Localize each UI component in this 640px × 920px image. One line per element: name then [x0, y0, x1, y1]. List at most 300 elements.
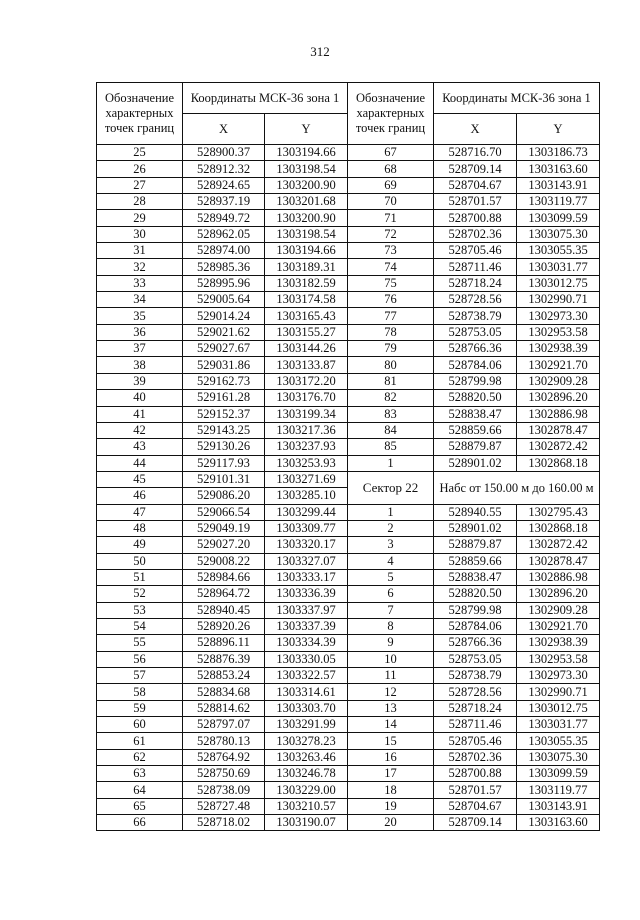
designation-header-left: Обозначение характерных точек границ [97, 83, 183, 145]
y-coordinate: 1303172.20 [265, 373, 348, 389]
y-header-left: Y [265, 114, 348, 145]
point-id: 39 [97, 373, 183, 389]
point-id: 1 [348, 455, 434, 471]
x-coordinate: 528711.46 [434, 717, 517, 733]
y-coordinate: 1303333.17 [265, 569, 348, 585]
y-coordinate: 1303198.54 [265, 161, 348, 177]
point-id: 83 [348, 406, 434, 422]
y-coordinate: 1303200.90 [265, 177, 348, 193]
y-coordinate: 1303143.91 [517, 177, 600, 193]
point-id: 52 [97, 586, 183, 602]
table-row [97, 292, 600, 308]
x-coordinate: 528799.98 [434, 373, 517, 389]
y-coordinate: 1302909.28 [517, 602, 600, 618]
sector-elevation: Набс от 150.00 м до 160.00 м [434, 471, 600, 504]
x-coordinate: 528738.79 [434, 668, 517, 684]
point-id: 46 [97, 488, 183, 504]
page-number: 312 [310, 44, 330, 59]
table-row [97, 504, 600, 520]
y-coordinate: 1303155.27 [265, 324, 348, 340]
y-coordinate: 1303303.70 [265, 700, 348, 716]
point-id: 45 [97, 471, 183, 487]
x-coordinate: 528750.69 [183, 766, 265, 782]
x-coordinate: 528799.98 [434, 602, 517, 618]
y-coordinate: 1303246.78 [265, 766, 348, 782]
x-coordinate: 528718.24 [434, 275, 517, 291]
table-row [97, 651, 600, 667]
table-row [97, 145, 600, 161]
y-coordinate: 1303210.57 [265, 798, 348, 814]
y-coordinate: 1303194.66 [265, 145, 348, 161]
table-row [97, 733, 600, 749]
x-coordinate: 528900.37 [183, 145, 265, 161]
point-id: 25 [97, 145, 183, 161]
x-coordinate: 528901.02 [434, 455, 517, 471]
x-coordinate: 528940.45 [183, 602, 265, 618]
coords-header-left: Координаты МСК-36 зона 1 [183, 83, 348, 114]
y-coordinate: 1303337.97 [265, 602, 348, 618]
point-id: 17 [348, 766, 434, 782]
table-row [97, 161, 600, 177]
point-id: 56 [97, 651, 183, 667]
point-id: 34 [97, 292, 183, 308]
x-coordinate: 529066.54 [183, 504, 265, 520]
point-id: 43 [97, 439, 183, 455]
table-row [97, 569, 600, 585]
y-coordinate: 1303031.77 [517, 717, 600, 733]
y-coordinate: 1302886.98 [517, 569, 600, 585]
y-coordinate: 1302896.20 [517, 586, 600, 602]
y-coordinate: 1302872.42 [517, 537, 600, 553]
x-coordinate: 528701.57 [434, 782, 517, 798]
y-coordinate: 1302973.30 [517, 668, 600, 684]
coordinates-table [96, 82, 600, 831]
point-id: 60 [97, 717, 183, 733]
point-id: 11 [348, 668, 434, 684]
point-id: 85 [348, 439, 434, 455]
y-coordinate: 1302878.47 [517, 553, 600, 569]
x-coordinate: 528814.62 [183, 700, 265, 716]
y-coordinate: 1303165.43 [265, 308, 348, 324]
y-coordinate: 1303190.07 [265, 815, 348, 831]
point-id: 18 [348, 782, 434, 798]
table-row [97, 520, 600, 536]
y-coordinate: 1303285.10 [265, 488, 348, 504]
y-coordinate: 1303182.59 [265, 275, 348, 291]
x-coordinate: 528912.32 [183, 161, 265, 177]
y-coordinate: 1303199.34 [265, 406, 348, 422]
point-id: 38 [97, 357, 183, 373]
point-id: 35 [97, 308, 183, 324]
y-coordinate: 1302938.39 [517, 341, 600, 357]
y-coordinate: 1302886.98 [517, 406, 600, 422]
y-coordinate: 1303336.39 [265, 586, 348, 602]
table-row [97, 717, 600, 733]
point-id: 15 [348, 733, 434, 749]
x-coordinate: 528876.39 [183, 651, 265, 667]
y-coordinate: 1303133.87 [265, 357, 348, 373]
y-coordinate: 1303253.93 [265, 455, 348, 471]
point-id: 77 [348, 308, 434, 324]
table-row [97, 668, 600, 684]
x-coordinate: 528838.47 [434, 406, 517, 422]
table-row [97, 275, 600, 291]
x-coordinate: 528702.36 [434, 749, 517, 765]
x-coordinate: 528797.07 [183, 717, 265, 733]
x-coordinate: 528879.87 [434, 439, 517, 455]
x-coordinate: 529161.28 [183, 390, 265, 406]
y-coordinate: 1303143.91 [517, 798, 600, 814]
table-row [97, 406, 600, 422]
y-coordinate: 1302909.28 [517, 373, 600, 389]
x-coordinate: 528820.50 [434, 586, 517, 602]
y-coordinate: 1303291.99 [265, 717, 348, 733]
x-coordinate: 529086.20 [183, 488, 265, 504]
y-coordinate: 1302921.70 [517, 618, 600, 634]
point-id: 50 [97, 553, 183, 569]
x-coordinate: 529152.37 [183, 406, 265, 422]
x-coordinate: 528962.05 [183, 226, 265, 242]
x-coordinate: 528879.87 [434, 537, 517, 553]
point-id: 79 [348, 341, 434, 357]
table-header [97, 83, 600, 145]
x-coordinate: 528784.06 [434, 618, 517, 634]
table-row [97, 782, 600, 798]
x-coordinate: 528728.56 [434, 292, 517, 308]
point-id: 82 [348, 390, 434, 406]
x-coordinate: 528838.47 [434, 569, 517, 585]
point-id: 66 [97, 815, 183, 831]
y-coordinate: 1303163.60 [517, 161, 600, 177]
point-id: 58 [97, 684, 183, 700]
point-id: 51 [97, 569, 183, 585]
y-coordinate: 1303229.00 [265, 782, 348, 798]
x-coordinate: 528924.65 [183, 177, 265, 193]
point-id: 48 [97, 520, 183, 536]
y-coordinate: 1303099.59 [517, 766, 600, 782]
x-coordinate: 528896.11 [183, 635, 265, 651]
x-coordinate: 528701.57 [434, 194, 517, 210]
point-id: 63 [97, 766, 183, 782]
table-row [97, 635, 600, 651]
x-coordinate: 528716.70 [434, 145, 517, 161]
y-coordinate: 1303012.75 [517, 700, 600, 716]
x-coordinate: 529031.86 [183, 357, 265, 373]
point-id: 7 [348, 602, 434, 618]
table-row [97, 455, 600, 471]
y-coordinate: 1302896.20 [517, 390, 600, 406]
x-coordinate: 529117.93 [183, 455, 265, 471]
point-id: 59 [97, 700, 183, 716]
point-id: 10 [348, 651, 434, 667]
y-coordinate: 1303330.05 [265, 651, 348, 667]
point-id: 76 [348, 292, 434, 308]
y-coordinate: 1303278.23 [265, 733, 348, 749]
table-row [97, 602, 600, 618]
point-id: 29 [97, 210, 183, 226]
x-coordinate: 528709.14 [434, 161, 517, 177]
y-coordinate: 1303189.31 [265, 259, 348, 275]
table-body [97, 145, 600, 831]
x-coordinate: 528700.88 [434, 766, 517, 782]
x-coordinate: 528859.66 [434, 553, 517, 569]
x-coordinate: 528705.46 [434, 733, 517, 749]
table-row [97, 422, 600, 438]
y-coordinate: 1303031.77 [517, 259, 600, 275]
point-id: 80 [348, 357, 434, 373]
point-id: 37 [97, 341, 183, 357]
point-id: 47 [97, 504, 183, 520]
x-coordinate: 528728.56 [434, 684, 517, 700]
point-id: 19 [348, 798, 434, 814]
x-coordinate: 528766.36 [434, 635, 517, 651]
point-id: 6 [348, 586, 434, 602]
x-coordinate: 528995.96 [183, 275, 265, 291]
x-coordinate: 528764.92 [183, 749, 265, 765]
point-id: 61 [97, 733, 183, 749]
table-row [97, 194, 600, 210]
table-row [97, 618, 600, 634]
x-coordinate: 528738.79 [434, 308, 517, 324]
x-coordinate: 528705.46 [434, 243, 517, 259]
x-coordinate: 528709.14 [434, 815, 517, 831]
y-coordinate: 1303320.17 [265, 537, 348, 553]
point-id: 26 [97, 161, 183, 177]
y-coordinate: 1303119.77 [517, 194, 600, 210]
sector-label: Сектор 22 [348, 471, 434, 504]
point-id: 84 [348, 422, 434, 438]
x-coordinate: 528937.19 [183, 194, 265, 210]
y-coordinate: 1303075.30 [517, 749, 600, 765]
point-id: 55 [97, 635, 183, 651]
y-coordinate: 1303322.57 [265, 668, 348, 684]
x-coordinate: 528753.05 [434, 651, 517, 667]
x-header-right: X [434, 114, 517, 145]
y-coordinate: 1303271.69 [265, 471, 348, 487]
y-coordinate: 1303217.36 [265, 422, 348, 438]
y-coordinate: 1303186.73 [517, 145, 600, 161]
point-id: 67 [348, 145, 434, 161]
x-coordinate: 528702.36 [434, 226, 517, 242]
table-row [97, 259, 600, 275]
point-id: 13 [348, 700, 434, 716]
x-coordinate: 528940.55 [434, 504, 517, 520]
y-coordinate: 1303314.61 [265, 684, 348, 700]
table-row [97, 815, 600, 831]
table-row [97, 537, 600, 553]
point-id: 64 [97, 782, 183, 798]
x-coordinate: 528738.09 [183, 782, 265, 798]
point-id: 32 [97, 259, 183, 275]
point-id: 36 [97, 324, 183, 340]
point-id: 9 [348, 635, 434, 651]
point-id: 78 [348, 324, 434, 340]
table-row [97, 749, 600, 765]
y-coordinate: 1303200.90 [265, 210, 348, 226]
table-row [97, 471, 600, 487]
y-coordinate: 1303263.46 [265, 749, 348, 765]
point-id: 2 [348, 520, 434, 536]
x-coordinate: 528704.67 [434, 798, 517, 814]
x-coordinate: 528985.36 [183, 259, 265, 275]
x-coordinate: 529027.20 [183, 537, 265, 553]
x-coordinate: 528766.36 [434, 341, 517, 357]
x-coordinate: 528949.72 [183, 210, 265, 226]
point-id: 14 [348, 717, 434, 733]
x-coordinate: 528901.02 [434, 520, 517, 536]
y-coordinate: 1303119.77 [517, 782, 600, 798]
y-coordinate: 1303099.59 [517, 210, 600, 226]
y-coordinate: 1303309.77 [265, 520, 348, 536]
x-coordinate: 528753.05 [434, 324, 517, 340]
x-coordinate: 528984.66 [183, 569, 265, 585]
point-id: 28 [97, 194, 183, 210]
table-row [97, 586, 600, 602]
y-coordinate: 1303198.54 [265, 226, 348, 242]
x-coordinate: 528859.66 [434, 422, 517, 438]
table-row [97, 308, 600, 324]
x-coordinate: 528820.50 [434, 390, 517, 406]
point-id: 16 [348, 749, 434, 765]
y-coordinate: 1302953.58 [517, 651, 600, 667]
table-row [97, 357, 600, 373]
point-id: 53 [97, 602, 183, 618]
y-coordinate: 1302938.39 [517, 635, 600, 651]
y-coordinate: 1302795.43 [517, 504, 600, 520]
x-coordinate: 528784.06 [434, 357, 517, 373]
table-row [97, 324, 600, 340]
point-id: 49 [97, 537, 183, 553]
x-coordinate: 529027.67 [183, 341, 265, 357]
y-coordinate: 1302990.71 [517, 684, 600, 700]
x-header-left: X [183, 114, 265, 145]
coords-header-right: Координаты МСК-36 зона 1 [434, 83, 600, 114]
y-coordinate: 1303237.93 [265, 439, 348, 455]
point-id: 69 [348, 177, 434, 193]
designation-header-right: Обозначение характерных точек границ [348, 83, 434, 145]
point-id: 54 [97, 618, 183, 634]
x-coordinate: 529101.31 [183, 471, 265, 487]
x-coordinate: 528718.24 [434, 700, 517, 716]
y-coordinate: 1303176.70 [265, 390, 348, 406]
y-coordinate: 1303012.75 [517, 275, 600, 291]
y-coordinate: 1303334.39 [265, 635, 348, 651]
point-id: 40 [97, 390, 183, 406]
table-row [97, 373, 600, 389]
y-coordinate: 1302872.42 [517, 439, 600, 455]
point-id: 33 [97, 275, 183, 291]
point-id: 68 [348, 161, 434, 177]
point-id: 71 [348, 210, 434, 226]
x-coordinate: 529162.73 [183, 373, 265, 389]
y-coordinate: 1302973.30 [517, 308, 600, 324]
y-coordinate: 1303201.68 [265, 194, 348, 210]
y-coordinate: 1303194.66 [265, 243, 348, 259]
point-id: 42 [97, 422, 183, 438]
table-row [97, 700, 600, 716]
point-id: 81 [348, 373, 434, 389]
y-coordinate: 1302990.71 [517, 292, 600, 308]
y-coordinate: 1302921.70 [517, 357, 600, 373]
x-coordinate: 529014.24 [183, 308, 265, 324]
x-coordinate: 529021.62 [183, 324, 265, 340]
table-row [97, 553, 600, 569]
table-row [97, 226, 600, 242]
x-coordinate: 528700.88 [434, 210, 517, 226]
table-row [97, 243, 600, 259]
x-coordinate: 528711.46 [434, 259, 517, 275]
table-row [97, 210, 600, 226]
table-row [97, 341, 600, 357]
point-id: 30 [97, 226, 183, 242]
table-row [97, 439, 600, 455]
x-coordinate: 529143.25 [183, 422, 265, 438]
y-coordinate: 1302868.18 [517, 520, 600, 536]
x-coordinate: 529008.22 [183, 553, 265, 569]
x-coordinate: 528727.48 [183, 798, 265, 814]
point-id: 27 [97, 177, 183, 193]
y-header-right: Y [517, 114, 600, 145]
x-coordinate: 528704.67 [434, 177, 517, 193]
point-id: 65 [97, 798, 183, 814]
point-id: 4 [348, 553, 434, 569]
x-coordinate: 528920.26 [183, 618, 265, 634]
y-coordinate: 1303075.30 [517, 226, 600, 242]
y-coordinate: 1303055.35 [517, 243, 600, 259]
table-row [97, 390, 600, 406]
x-coordinate: 528718.02 [183, 815, 265, 831]
y-coordinate: 1302878.47 [517, 422, 600, 438]
x-coordinate: 528834.68 [183, 684, 265, 700]
x-coordinate: 528964.72 [183, 586, 265, 602]
point-id: 44 [97, 455, 183, 471]
y-coordinate: 1302868.18 [517, 455, 600, 471]
point-id: 31 [97, 243, 183, 259]
point-id: 3 [348, 537, 434, 553]
x-coordinate: 529049.19 [183, 520, 265, 536]
x-coordinate: 529130.26 [183, 439, 265, 455]
point-id: 1 [348, 504, 434, 520]
point-id: 20 [348, 815, 434, 831]
x-coordinate: 528853.24 [183, 668, 265, 684]
y-coordinate: 1303337.39 [265, 618, 348, 634]
point-id: 57 [97, 668, 183, 684]
x-coordinate: 528974.00 [183, 243, 265, 259]
point-id: 8 [348, 618, 434, 634]
y-coordinate: 1303144.26 [265, 341, 348, 357]
point-id: 72 [348, 226, 434, 242]
point-id: 5 [348, 569, 434, 585]
point-id: 62 [97, 749, 183, 765]
y-coordinate: 1303163.60 [517, 815, 600, 831]
table-row [97, 766, 600, 782]
point-id: 70 [348, 194, 434, 210]
point-id: 74 [348, 259, 434, 275]
y-coordinate: 1303174.58 [265, 292, 348, 308]
point-id: 41 [97, 406, 183, 422]
y-coordinate: 1303055.35 [517, 733, 600, 749]
y-coordinate: 1303299.44 [265, 504, 348, 520]
table-row [97, 177, 600, 193]
point-id: 75 [348, 275, 434, 291]
y-coordinate: 1302953.58 [517, 324, 600, 340]
point-id: 12 [348, 684, 434, 700]
table-row [97, 684, 600, 700]
y-coordinate: 1303327.07 [265, 553, 348, 569]
table-row [97, 798, 600, 814]
x-coordinate: 528780.13 [183, 733, 265, 749]
point-id: 73 [348, 243, 434, 259]
